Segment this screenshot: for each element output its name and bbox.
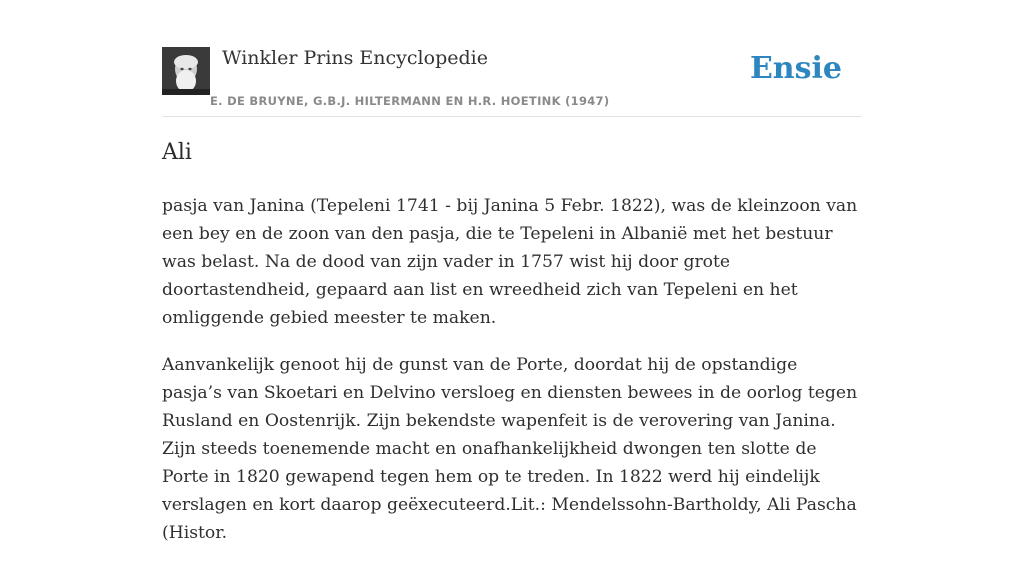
source-header	[162, 46, 862, 117]
brand-logo[interactable]: Ensie	[749, 51, 842, 86]
source-authors: E. DE BRUYNE, G.B.J. HILTERMANN EN H.R. HOETINK (1947)	[210, 94, 610, 108]
source-title[interactable]: Winkler Prins Encyclopedie	[222, 47, 488, 69]
author-avatar	[162, 47, 210, 95]
article-body	[162, 192, 862, 566]
article-paragraph: pasja van Janina (Tepeleni 1741 - bij Janina 5 Febr. 1822), was de kleinzoon van een bey en de zoon van den pasja, die te Tepeleni in Albanië met het bestuur was belast. Na de dood van zijn vader in 1757 wist hij door grote doortastendheid, gepaard aan list en wreedheid zich van Tepeleni en het omliggende gebied meester te maken.	[162, 196, 858, 328]
article-paragraph: Aanvankelijk genoot hij de gunst van de Porte, doordat hij de opstandige pasja’s van Skoetari en Delvino versloeg en diensten bewees in de oorlog tegen Rusland en Oostenrijk. Zijn bekendste wapenfeit is de verovering van Janina. Zijn steeds toenemende macht en onafhankelijkheid dwongen ten slotte de Porte in 1820 gewapend tegen hem op te treden. In 1822 werd hij eindelijk verslagen en kort daarop geëxecuteerd.Lit.: Mendelssohn-Bartholdy, Ali Pascha (Histor.	[162, 355, 858, 543]
article-title: Ali	[162, 140, 192, 165]
